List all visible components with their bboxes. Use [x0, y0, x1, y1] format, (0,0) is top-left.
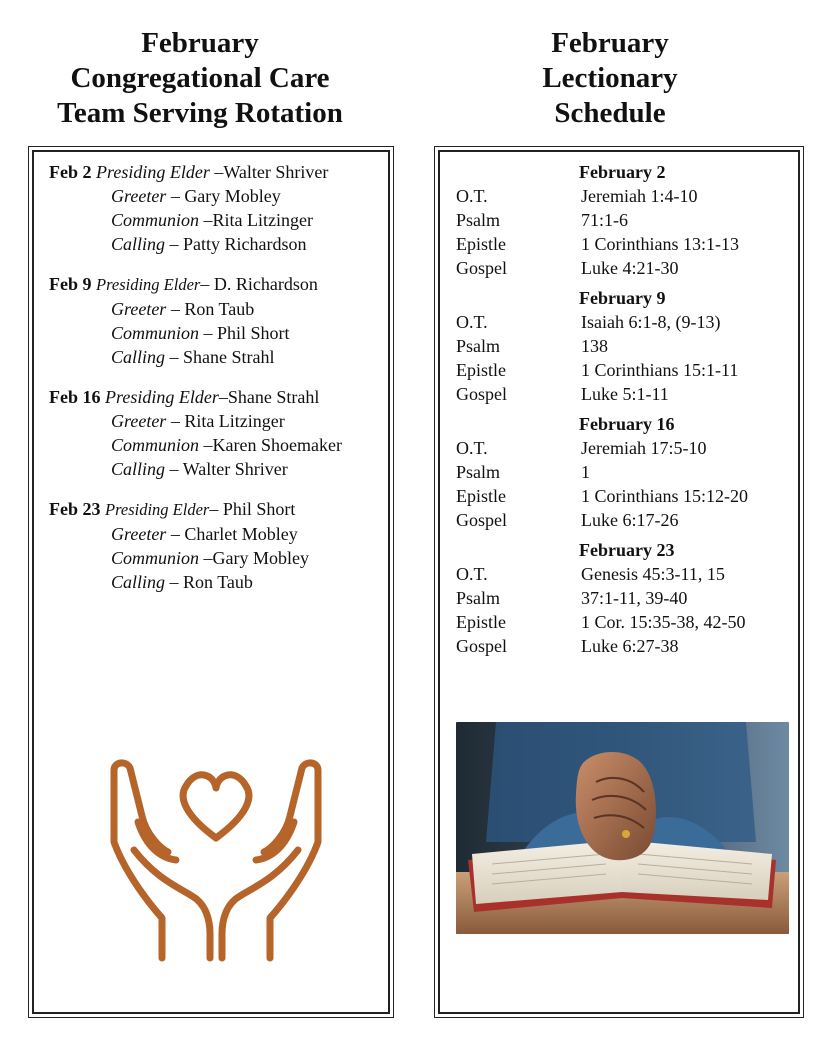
reading-ref: 1 Corinthians 13:1-13 [581, 234, 739, 254]
reading-label: Epistle [456, 234, 506, 254]
lectionary-date: February 23 [579, 540, 675, 560]
reading-row [456, 232, 796, 256]
separator: – [165, 459, 183, 479]
role-line [49, 208, 389, 232]
reading-row [456, 484, 796, 508]
role-label: Greeter [111, 299, 167, 319]
presiding-line [49, 497, 389, 522]
role-line [49, 409, 389, 433]
role-name: Walter Shriver [182, 459, 288, 479]
separator: – [199, 548, 213, 568]
separator: – [166, 299, 185, 319]
reading-row [456, 634, 796, 658]
reading-ref: Isaiah 6:1-8, (9-13) [581, 312, 721, 332]
role-line [49, 321, 389, 345]
reading-ref: 138 [581, 336, 608, 356]
separator: – [166, 411, 185, 431]
lectionary-heading-line-2: Lectionary [542, 62, 678, 94]
rotation-heading-line-2: Congregational Care [70, 62, 330, 94]
reading-label: Gospel [456, 258, 507, 278]
reading-row [456, 256, 796, 280]
rotation-list [49, 160, 389, 610]
lectionary-heading-line-1: February [551, 27, 669, 59]
role-label: Calling [111, 572, 166, 592]
week-date: Feb 9 [49, 274, 92, 294]
reading-label: Psalm [456, 462, 501, 482]
reading-ref: Jeremiah 17:5-10 [581, 438, 707, 458]
reading-row [456, 586, 796, 610]
rotation-heading-line-1: February [141, 27, 259, 59]
role-label: Communion [111, 210, 200, 230]
presiding-name: D. Richardson [213, 274, 318, 294]
rotation-week [49, 272, 389, 369]
reading-label: Psalm [456, 210, 501, 230]
reading-label: O.T. [456, 564, 488, 584]
separator: – [200, 274, 214, 294]
week-date: Feb 16 [49, 387, 101, 407]
reading-label: Epistle [456, 486, 506, 506]
lectionary-date: February 9 [579, 288, 666, 308]
reading-row [456, 334, 796, 358]
rotation-heading [20, 26, 380, 131]
reading-ref: 1 [581, 462, 590, 482]
lectionary-heading [440, 26, 780, 131]
role-line [49, 297, 389, 321]
presiding-label: Presiding Elder [96, 162, 210, 182]
reading-ref: Luke 6:17-26 [581, 510, 679, 530]
presiding-name: Walter Shriver [223, 162, 329, 182]
role-name: Gary Mobley [184, 186, 281, 206]
reading-row [456, 310, 796, 334]
rotation-heading-line-3: Team Serving Rotation [57, 97, 343, 129]
presiding-name: Shane Strahl [227, 387, 320, 407]
reading-label: O.T. [456, 312, 488, 332]
lectionary-week [456, 286, 796, 406]
reading-label: Gospel [456, 510, 507, 530]
reading-row [456, 610, 796, 634]
reading-ref: Jeremiah 1:4-10 [581, 186, 698, 206]
role-label: Calling [111, 459, 166, 479]
role-name: Rita Litzinger [212, 210, 313, 230]
role-label: Calling [111, 234, 166, 254]
role-name: Ron Taub [183, 572, 253, 592]
reading-label: Epistle [456, 360, 506, 380]
reading-ref: 1 Corinthians 15:12-20 [581, 486, 748, 506]
reading-ref: 37:1-11, 39-40 [581, 588, 688, 608]
role-label: Calling [111, 347, 166, 367]
presiding-label: Presiding Elder [96, 275, 201, 294]
rotation-panel-inner [32, 150, 390, 1014]
week-date: Feb 23 [49, 499, 101, 519]
role-line [49, 546, 389, 570]
presiding-line [49, 160, 389, 184]
separator: – [209, 162, 224, 182]
separator: – [165, 572, 184, 592]
reading-row [456, 358, 796, 382]
lectionary-panel [434, 146, 804, 1018]
rotation-week [49, 160, 389, 256]
separator: – [218, 387, 228, 407]
role-label: Greeter [111, 524, 167, 544]
lectionary-week [456, 160, 796, 280]
lectionary-list [456, 160, 796, 664]
role-label: Communion [111, 435, 200, 455]
lectionary-week [456, 538, 796, 658]
rotation-week [49, 497, 389, 594]
separator: – [166, 186, 185, 206]
presiding-label: Presiding Elder [105, 387, 219, 407]
role-label: Greeter [111, 411, 167, 431]
lectionary-heading-line-3: Schedule [554, 97, 666, 129]
lectionary-date: February 2 [579, 162, 666, 182]
role-line [49, 570, 389, 594]
role-line [49, 345, 389, 369]
hands-heart-icon [106, 750, 326, 964]
reading-label: Gospel [456, 636, 507, 656]
reading-label: Epistle [456, 612, 506, 632]
lectionary-week [456, 412, 796, 532]
reading-row [456, 508, 796, 532]
separator: – [165, 347, 184, 367]
role-name: Ron Taub [184, 299, 255, 319]
reading-row [456, 208, 796, 232]
role-name: Charlet Mobley [184, 524, 298, 544]
reading-ref: 1 Corinthians 15:1-11 [581, 360, 739, 380]
role-name: Phil Short [217, 323, 290, 343]
role-name: Patty Richardson [183, 234, 307, 254]
reading-label: Psalm [456, 588, 501, 608]
lectionary-panel-inner [438, 150, 800, 1014]
role-line [49, 433, 389, 457]
reading-label: O.T. [456, 186, 488, 206]
lectionary-date: February 16 [579, 414, 675, 434]
presiding-line [49, 272, 389, 297]
separator: – [166, 524, 185, 544]
role-name: Rita Litzinger [184, 411, 285, 431]
reading-label: Gospel [456, 384, 507, 404]
reading-ref: 1 Cor. 15:35-38, 42-50 [581, 612, 746, 632]
reading-ref: 71:1-6 [581, 210, 628, 230]
role-line [49, 457, 389, 481]
reading-row [456, 382, 796, 406]
week-date: Feb 2 [49, 162, 92, 182]
role-line [49, 522, 389, 546]
presiding-label: Presiding Elder [105, 500, 210, 519]
reading-ref: Luke 5:1-11 [581, 384, 669, 404]
separator: – [199, 435, 213, 455]
reading-row [456, 184, 796, 208]
separator: – [199, 210, 213, 230]
role-label: Communion [111, 548, 200, 568]
role-line [49, 232, 389, 256]
reading-ref: Luke 4:21-30 [581, 258, 679, 278]
reading-label: Psalm [456, 336, 501, 356]
rotation-week [49, 385, 389, 481]
reading-row [456, 460, 796, 484]
role-line [49, 184, 389, 208]
reading-ref: Genesis 45:3-11, 15 [581, 564, 725, 584]
rotation-panel [28, 146, 394, 1018]
separator: – [209, 499, 223, 519]
reading-row [456, 436, 796, 460]
role-label: Communion [111, 323, 200, 343]
presiding-name: Phil Short [222, 499, 296, 519]
reading-row [456, 562, 796, 586]
reading-label: O.T. [456, 438, 488, 458]
praying-hands-bible-photo [456, 722, 789, 934]
presiding-line [49, 385, 389, 409]
role-name: Gary Mobley [212, 548, 309, 568]
separator: – [165, 234, 184, 254]
separator: – [199, 323, 218, 343]
role-label: Greeter [111, 186, 167, 206]
role-name: Shane Strahl [183, 347, 275, 367]
role-name: Karen Shoemaker [212, 435, 342, 455]
reading-ref: Luke 6:27-38 [581, 636, 679, 656]
